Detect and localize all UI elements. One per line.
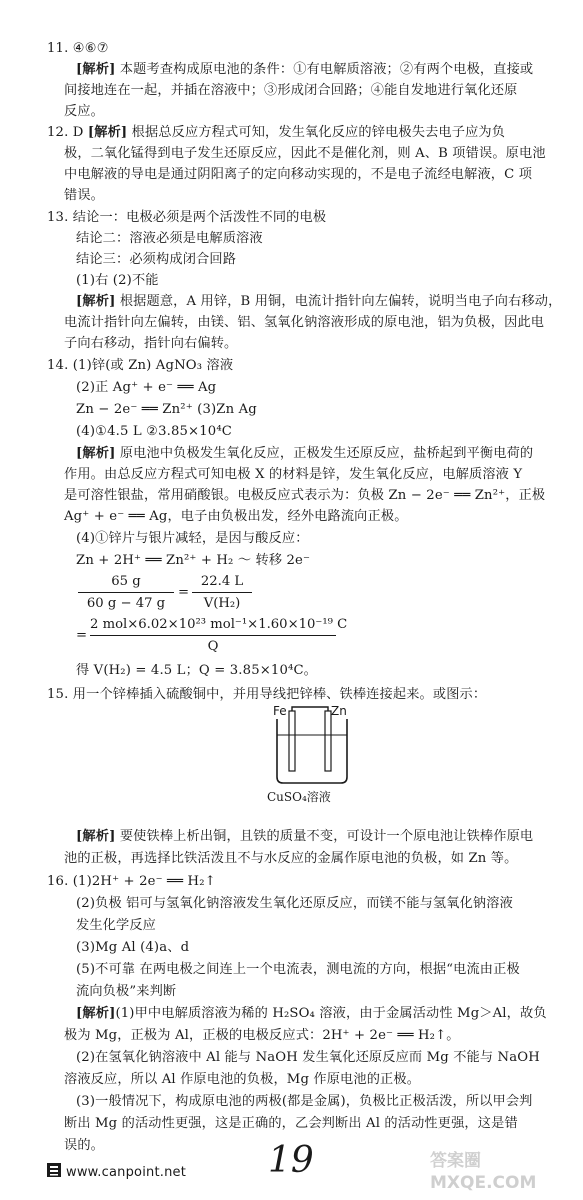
q12-answer-line: 12. D [解析] 根据总反应方程式可知，发生氧化反应的锌电极失去电子应为负 (47, 125, 506, 140)
footer-url: www.canpoint.net (66, 1165, 187, 1180)
analysis-label: [解析] (76, 62, 116, 77)
q16-text-line: 发生化学反应 (76, 918, 157, 933)
analysis-label: [解析] (76, 446, 116, 461)
q13-conclusion-1: 13. 结论一：电极必须是两个活泼性不同的电极 (47, 210, 327, 225)
q15-analysis-line: [解析] 要使铁棒上析出铜，且铁的质量不变，可设计一个原电池让铁棒作原电 (76, 829, 534, 844)
q14-answer-2: (2)正 Ag⁺ + e⁻ ══ Ag (76, 380, 217, 395)
q15-answer: 15. 用一个锌棒插入硫酸铜中，并用导线把锌棒、铁棒连接起来。或图示： (47, 687, 487, 702)
page-number: 19 (268, 1140, 314, 1181)
q14-analysis-line: [解析] 原电池中负极发生氧化反应，正极发生还原反应，盐桥起到平衡电荷的 (76, 446, 534, 461)
q14-answer-4: (4)①4.5 L ②3.85×10⁴C (76, 424, 233, 439)
fraction-volume: 22.4 L V(H₂) (192, 571, 252, 615)
solution-caption: CuSO₄溶液 (267, 790, 331, 804)
q12-text-line: 错误。 (64, 188, 105, 203)
q13-text-line: 子向右移动，指针向右偏转。 (64, 336, 238, 351)
q14-text-line: Ag⁺ + e⁻ ══ Ag，电子由负极出发，经外电路流向正极。 (64, 509, 408, 524)
q13-conclusion-2: 结论二：溶液必须是电解质溶液 (76, 231, 263, 246)
q14-text-line: 是可溶性银盐，常用硝酸银。电极反应式表示为：负极 Zn − 2e⁻ ══ Zn²⁺，正极 (64, 488, 546, 503)
q13-analysis-line: [解析] 根据题意，A 用锌，B 用铜，电流计指针向左偏转，说明当电子向右移动， (76, 294, 562, 309)
q11-analysis-line: [解析] 本题考查构成原电池的条件：①有电解质溶液；②有两个电极，直接或 (76, 62, 534, 77)
q16-answer-1: 16. (1)2H⁺ + 2e⁻ ══ H₂↑ (47, 874, 216, 889)
q13-answers: (1)右 (2)不能 (76, 273, 159, 288)
fraction-mass: 65 g 60 g − 47 g (78, 571, 174, 615)
q16-text-line: 误的。 (64, 1138, 105, 1153)
equals-sign: = (76, 628, 88, 643)
q11-text-line: 间接地连在一起，并插在溶液中；③形成闭合回路；④能自发地进行氧化还原 (64, 83, 518, 98)
q12-text-line: 极，二氧化锰得到电子发生还原反应，因此不是催化剂，则 A、B 项错误。原电池 (64, 146, 546, 161)
q14-answer-1: 14. (1)锌(或 Zn) AgNO₃ 溶液 (47, 358, 234, 373)
fe-label: Fe (273, 704, 287, 718)
q14-answer-3: Zn − 2e⁻ ══ Zn²⁺ (3)Zn Ag (76, 402, 257, 417)
wire (292, 707, 328, 711)
q16-analysis-line: [解析](1)甲中电解质溶液为稀的 H₂SO₄ 溶液，由于金属活动性 Mg＞Al，故负 (76, 1006, 547, 1021)
q16-text-line: (3)一般情况下，构成原电池的两极(都是金属)，负极比正极活泼，所以甲会判 (76, 1094, 533, 1109)
q16-answer-3: (3)Mg Al (4)a、d (76, 940, 190, 955)
analysis-label: [解析] (87, 125, 128, 140)
q11-text-line: 反应。 (64, 104, 105, 119)
q16-answer-5: (5)不可靠 在两电极之间连上一个电流表，测电流的方向，根据“电流由正极 (76, 962, 520, 977)
watermark-logo: 答案圈 MXQE.COM (430, 1151, 537, 1193)
galvanic-cell-figure (265, 705, 365, 815)
q13-text-line: 电流计指针向左偏转，由镁、铝、氢氧化钠溶液形成的原电池，铝为负极，因此电 (64, 315, 545, 330)
q14-result: 得 V(H₂) = 4.5 L；Q = 3.85×10⁴C。 (76, 663, 318, 678)
analysis-label: [解析] (76, 1006, 116, 1021)
q15-text-line: 池的正极，再选择比铁活泼且不与水反应的金属作原电池的负极，如 Zn 等。 (64, 851, 518, 866)
q14-equation: Zn + 2H⁺ ══ Zn²⁺ + H₂ ～ 转移 2e⁻ (76, 553, 311, 568)
analysis-label: [解析] (76, 829, 116, 844)
q16-text-line: (2)在氢氧化钠溶液中 Al 能与 NaOH 发生氧化还原反应而 Mg 不能与 NaOH (76, 1050, 540, 1065)
q16-text-line: 流向负极”来判断 (76, 984, 177, 999)
q14-text-line: (4)①锌片与银片减轻，是因与酸反应： (76, 531, 309, 546)
q16-answer-2: (2)负极 铝可与氢氧化钠溶液发生氧化还原反应，而镁不能与氢氧化钠溶液 (76, 896, 513, 911)
q16-text-line: 溶液反应，所以 Al 作原电池的负极，Mg 作原电池的正极。 (64, 1072, 421, 1087)
q14-text-line: 作用。由总反应方程式可知电极 X 的材料是锌，发生氧化反应，电解质溶液 Y (64, 467, 523, 482)
zn-label: Zn (331, 704, 347, 718)
q16-text-line: 断出 Mg 的活动性更强，这是正确的，乙会判断出 Al 的活动性更强，这是错 (64, 1116, 518, 1131)
q13-conclusion-3: 结论三：必须构成闭合回路 (76, 252, 237, 267)
analysis-label: [解析] (76, 294, 116, 309)
fe-rod (289, 711, 295, 771)
fraction-charge: 2 mol×6.02×10²³ mol⁻¹×1.60×10⁻¹⁹ C Q (90, 617, 348, 655)
publisher-logo-icon (46, 1162, 62, 1178)
q11-answer: 11. ④⑥⑦ (47, 41, 109, 56)
q12-text-line: 中电解液的导电是通过阴阳离子的定向移动实现的，不是电子流经电解液，C 项 (64, 167, 533, 182)
equals-sign: = (178, 585, 190, 600)
q16-text-line: 极为 Mg，正极为 Al，正极的电极反应式：2H⁺ + 2e⁻ ══ H₂↑。 (64, 1028, 460, 1043)
beaker (277, 719, 347, 783)
